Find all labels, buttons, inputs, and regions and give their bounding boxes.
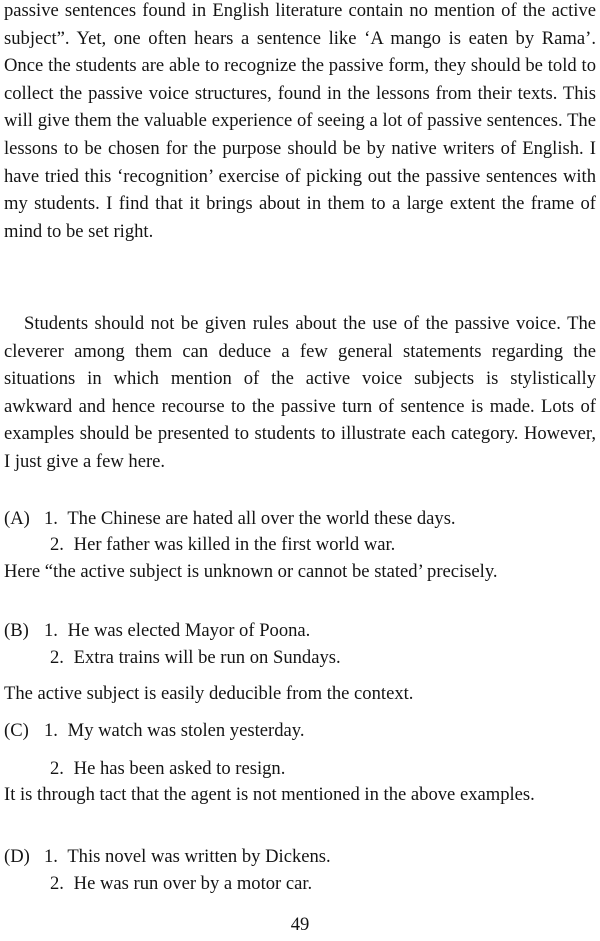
example-text: Extra trains will be run on Sundays. [73, 647, 341, 668]
example-text: He was run over by a motor car. [73, 873, 313, 894]
example-b-1 [4, 617, 596, 644]
example-number: 2. [50, 758, 64, 779]
example-number: 1. [44, 620, 58, 641]
example-c-2 [4, 755, 600, 782]
example-text: My watch was stolen yesterday. [67, 720, 305, 741]
example-a-1 [4, 505, 596, 532]
example-text: The Chinese are hated all over the world these days. [67, 508, 456, 529]
example-number: 1. [44, 720, 58, 741]
example-text: He has been asked to resign. [73, 758, 286, 779]
example-label: (C) [4, 720, 29, 741]
example-label: (D) [4, 846, 30, 867]
page-number: 49 [290, 914, 310, 935]
example-number: 2. [50, 534, 64, 555]
paragraph-2: Students should not be given rules about the use of the passive voice. The cleverer among them can deduce a few general statements regarding the situations in which mention of the active voice subjects is stylistically awkward and hence recourse to the passive turn of sentence is made. Lots of examples should be presented to students to illustrate each category. However, I just give a few here. [4, 313, 596, 472]
example-number: 2. [50, 873, 64, 894]
example-text: Her father was killed in the first world war. [73, 534, 396, 555]
example-text: This novel was written by Dickens. [67, 846, 331, 867]
example-label: (A) [4, 508, 30, 529]
example-d-1 [4, 843, 596, 870]
example-label: (B) [4, 620, 29, 641]
note-a: Here “the active subject is unknown or cannot be stated’ precisely. [4, 561, 498, 582]
example-text: He was elected Mayor of Poona. [67, 620, 311, 641]
example-a-2 [4, 531, 600, 558]
example-number: 2. [50, 647, 64, 668]
example-number: 1. [44, 846, 58, 867]
example-d-2 [4, 870, 600, 897]
note-c: It is through tact that the agent is not mentioned in the above examples. [4, 784, 535, 805]
example-b-2 [4, 644, 600, 671]
note-b: The active subject is easily deducible from the context. [4, 683, 414, 704]
example-c-1 [4, 717, 596, 744]
example-number: 1. [44, 508, 58, 529]
paragraph-1: passive sentences found in English literature contain no mention of the active subject”. Yet, one often hears a sentence like ‘A mango is eaten by Rama’. Once the students are able to recognize the passive form, they should be told to collect the passive voice structures, found in the lessons from their texts. This will give them the valuable experience of seeing a lot of passive sentences. The lessons to be chosen for the purpose should be by native writers of English. I have tried this ‘recognition’ exercise of picking out the passive sentences with my students. I find that it brings about in them to a large extent the frame of mind to be set right. [4, 0, 596, 242]
